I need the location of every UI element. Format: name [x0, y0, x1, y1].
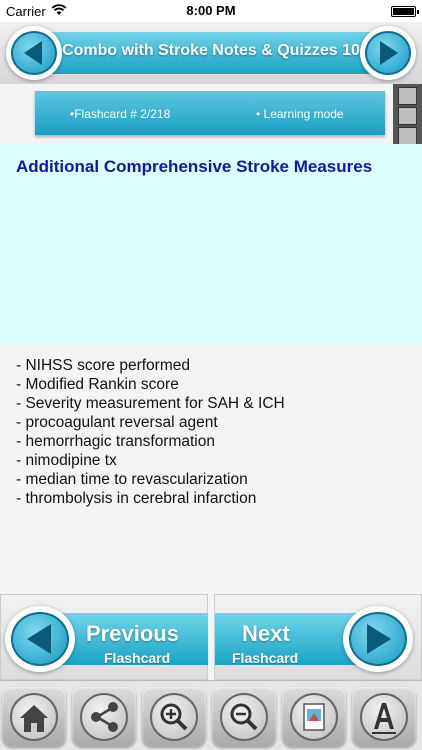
- back-button[interactable]: [6, 26, 62, 80]
- card-list: [16, 356, 285, 508]
- card-content: [0, 344, 422, 594]
- next-label: Next: [242, 621, 290, 646]
- next-flashcard-button[interactable]: [214, 594, 422, 680]
- home-button[interactable]: [2, 687, 66, 747]
- header-bar: [0, 22, 422, 84]
- flashcard-nav: [0, 594, 422, 680]
- theme-icon: [282, 687, 346, 747]
- list-item: - Severity measurement for SAH & ICH: [16, 395, 285, 412]
- forward-button[interactable]: [360, 26, 416, 80]
- bottom-toolbar: [0, 680, 422, 750]
- list-item: - thrombolysis in cerebral infarction: [16, 490, 257, 507]
- font-icon: [352, 687, 416, 747]
- list-item: - Modified Rankin score: [16, 376, 179, 393]
- flashcard-counter: •Flashcard # 2/218: [70, 107, 171, 121]
- home-icon: [2, 687, 66, 747]
- share-button[interactable]: [72, 687, 136, 747]
- info-strip: [0, 84, 422, 144]
- zoom-out-icon: [212, 687, 276, 747]
- previous-arrow-icon: [5, 606, 75, 672]
- zoom-in-icon: [142, 687, 206, 747]
- previous-flashcard-button[interactable]: [0, 594, 208, 680]
- list-item: - nimodipine tx: [16, 452, 117, 469]
- font-button[interactable]: [352, 687, 416, 747]
- clock-time: 8:00 PM: [186, 3, 236, 18]
- mode-label: • Learning mode: [256, 107, 344, 121]
- list-item: - hemorrhagic transformation: [16, 433, 215, 450]
- next-sub-label: Flashcard: [232, 650, 299, 666]
- list-item: - procoagulant reversal agent: [16, 414, 218, 431]
- previous-label: Previous: [86, 621, 179, 646]
- app-title: Combo with Stroke Notes & Quizzes 10: [62, 42, 360, 59]
- zoom-out-button[interactable]: [212, 687, 276, 747]
- card-title-panel: [0, 144, 422, 344]
- share-icon: [72, 687, 136, 747]
- back-arrow-icon: [6, 26, 62, 80]
- film-strip-icon[interactable]: [393, 84, 422, 144]
- battery-icon: [391, 6, 416, 17]
- zoom-in-button[interactable]: [142, 687, 206, 747]
- status-bar: [0, 0, 422, 22]
- theme-button[interactable]: [282, 687, 346, 747]
- list-item: - median time to revascularization: [16, 471, 248, 488]
- carrier-label: Carrier: [6, 4, 46, 19]
- previous-sub-label: Flashcard: [104, 650, 171, 666]
- card-title: Additional Comprehensive Stroke Measures: [16, 157, 373, 176]
- forward-arrow-icon: [360, 26, 416, 80]
- list-item: - NIHSS score performed: [16, 357, 190, 374]
- next-arrow-icon: [343, 606, 413, 672]
